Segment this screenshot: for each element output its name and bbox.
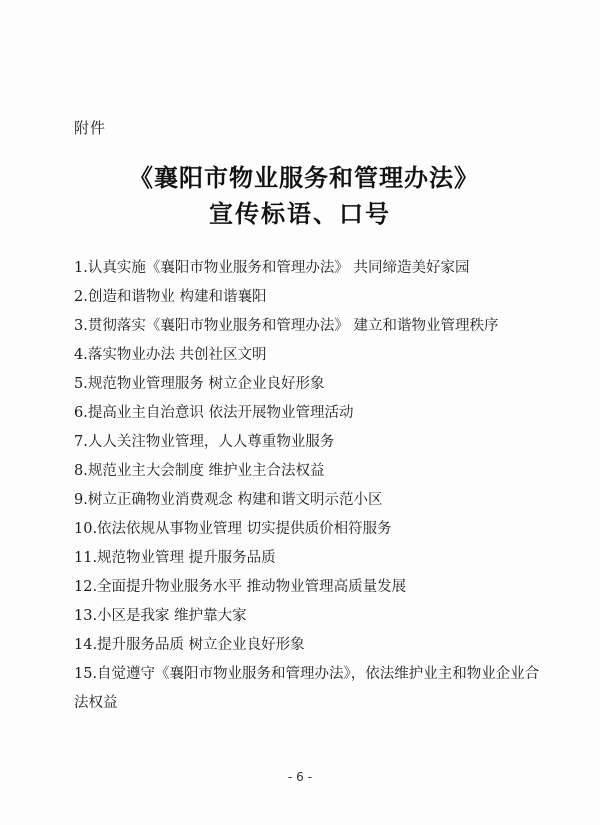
slogan-list [74, 254, 544, 718]
slogan-item-6: 6.提高业主自治意识 依法开展物业管理活动 [74, 405, 354, 421]
page-number: - 6 - [288, 770, 312, 784]
slogan-item-12: 12.全面提升物业服务水平 推动物业管理高质量发展 [74, 579, 407, 595]
slogan-item-7: 7.人人关注物业管理，人人尊重物业服务 [74, 434, 335, 450]
slogan-item-1: 1.认真实施《襄阳市物业服务和管理办法》 共同缔造美好家园 [74, 260, 470, 276]
slogan-item-10: 10.依法依规从事物业管理 切实提供质价相符服务 [74, 521, 392, 537]
slogan-item-13: 13.小区是我家 维护靠大家 [74, 608, 247, 624]
slogan-item-9: 9.树立正确物业消费观念 构建和谐文明示范小区 [74, 492, 383, 508]
slogan-item-15: 15.自觉遵守《襄阳市物业服务和管理办法》，依法维护业主和物业企业合法权益 [74, 666, 540, 711]
title-line-2: 宣传标语、口号 [209, 200, 391, 228]
document-title [0, 163, 600, 229]
slogan-item-5: 5.规范物业管理服务 树立企业良好形象 [74, 376, 325, 392]
slogan-item-2: 2.创造和谐物业 构建和谐襄阳 [74, 289, 267, 305]
slogan-item-11: 11.规范物业管理 提升服务品质 [74, 550, 276, 566]
title-line-1: 《襄阳市物业服务和管理办法》 [129, 164, 479, 192]
slogan-item-14: 14.提升服务品质 树立企业良好形象 [74, 637, 305, 653]
slogan-item-8: 8.规范业主大会制度 维护业主合法权益 [74, 463, 325, 479]
slogan-item-4: 4.落实物业办法 共创社区文明 [74, 347, 267, 363]
attachment-label: 附件 [74, 119, 107, 137]
slogan-item-3: 3.贯彻落实《襄阳市物业服务和管理办法》 建立和谐物业管理秩序 [74, 318, 499, 334]
